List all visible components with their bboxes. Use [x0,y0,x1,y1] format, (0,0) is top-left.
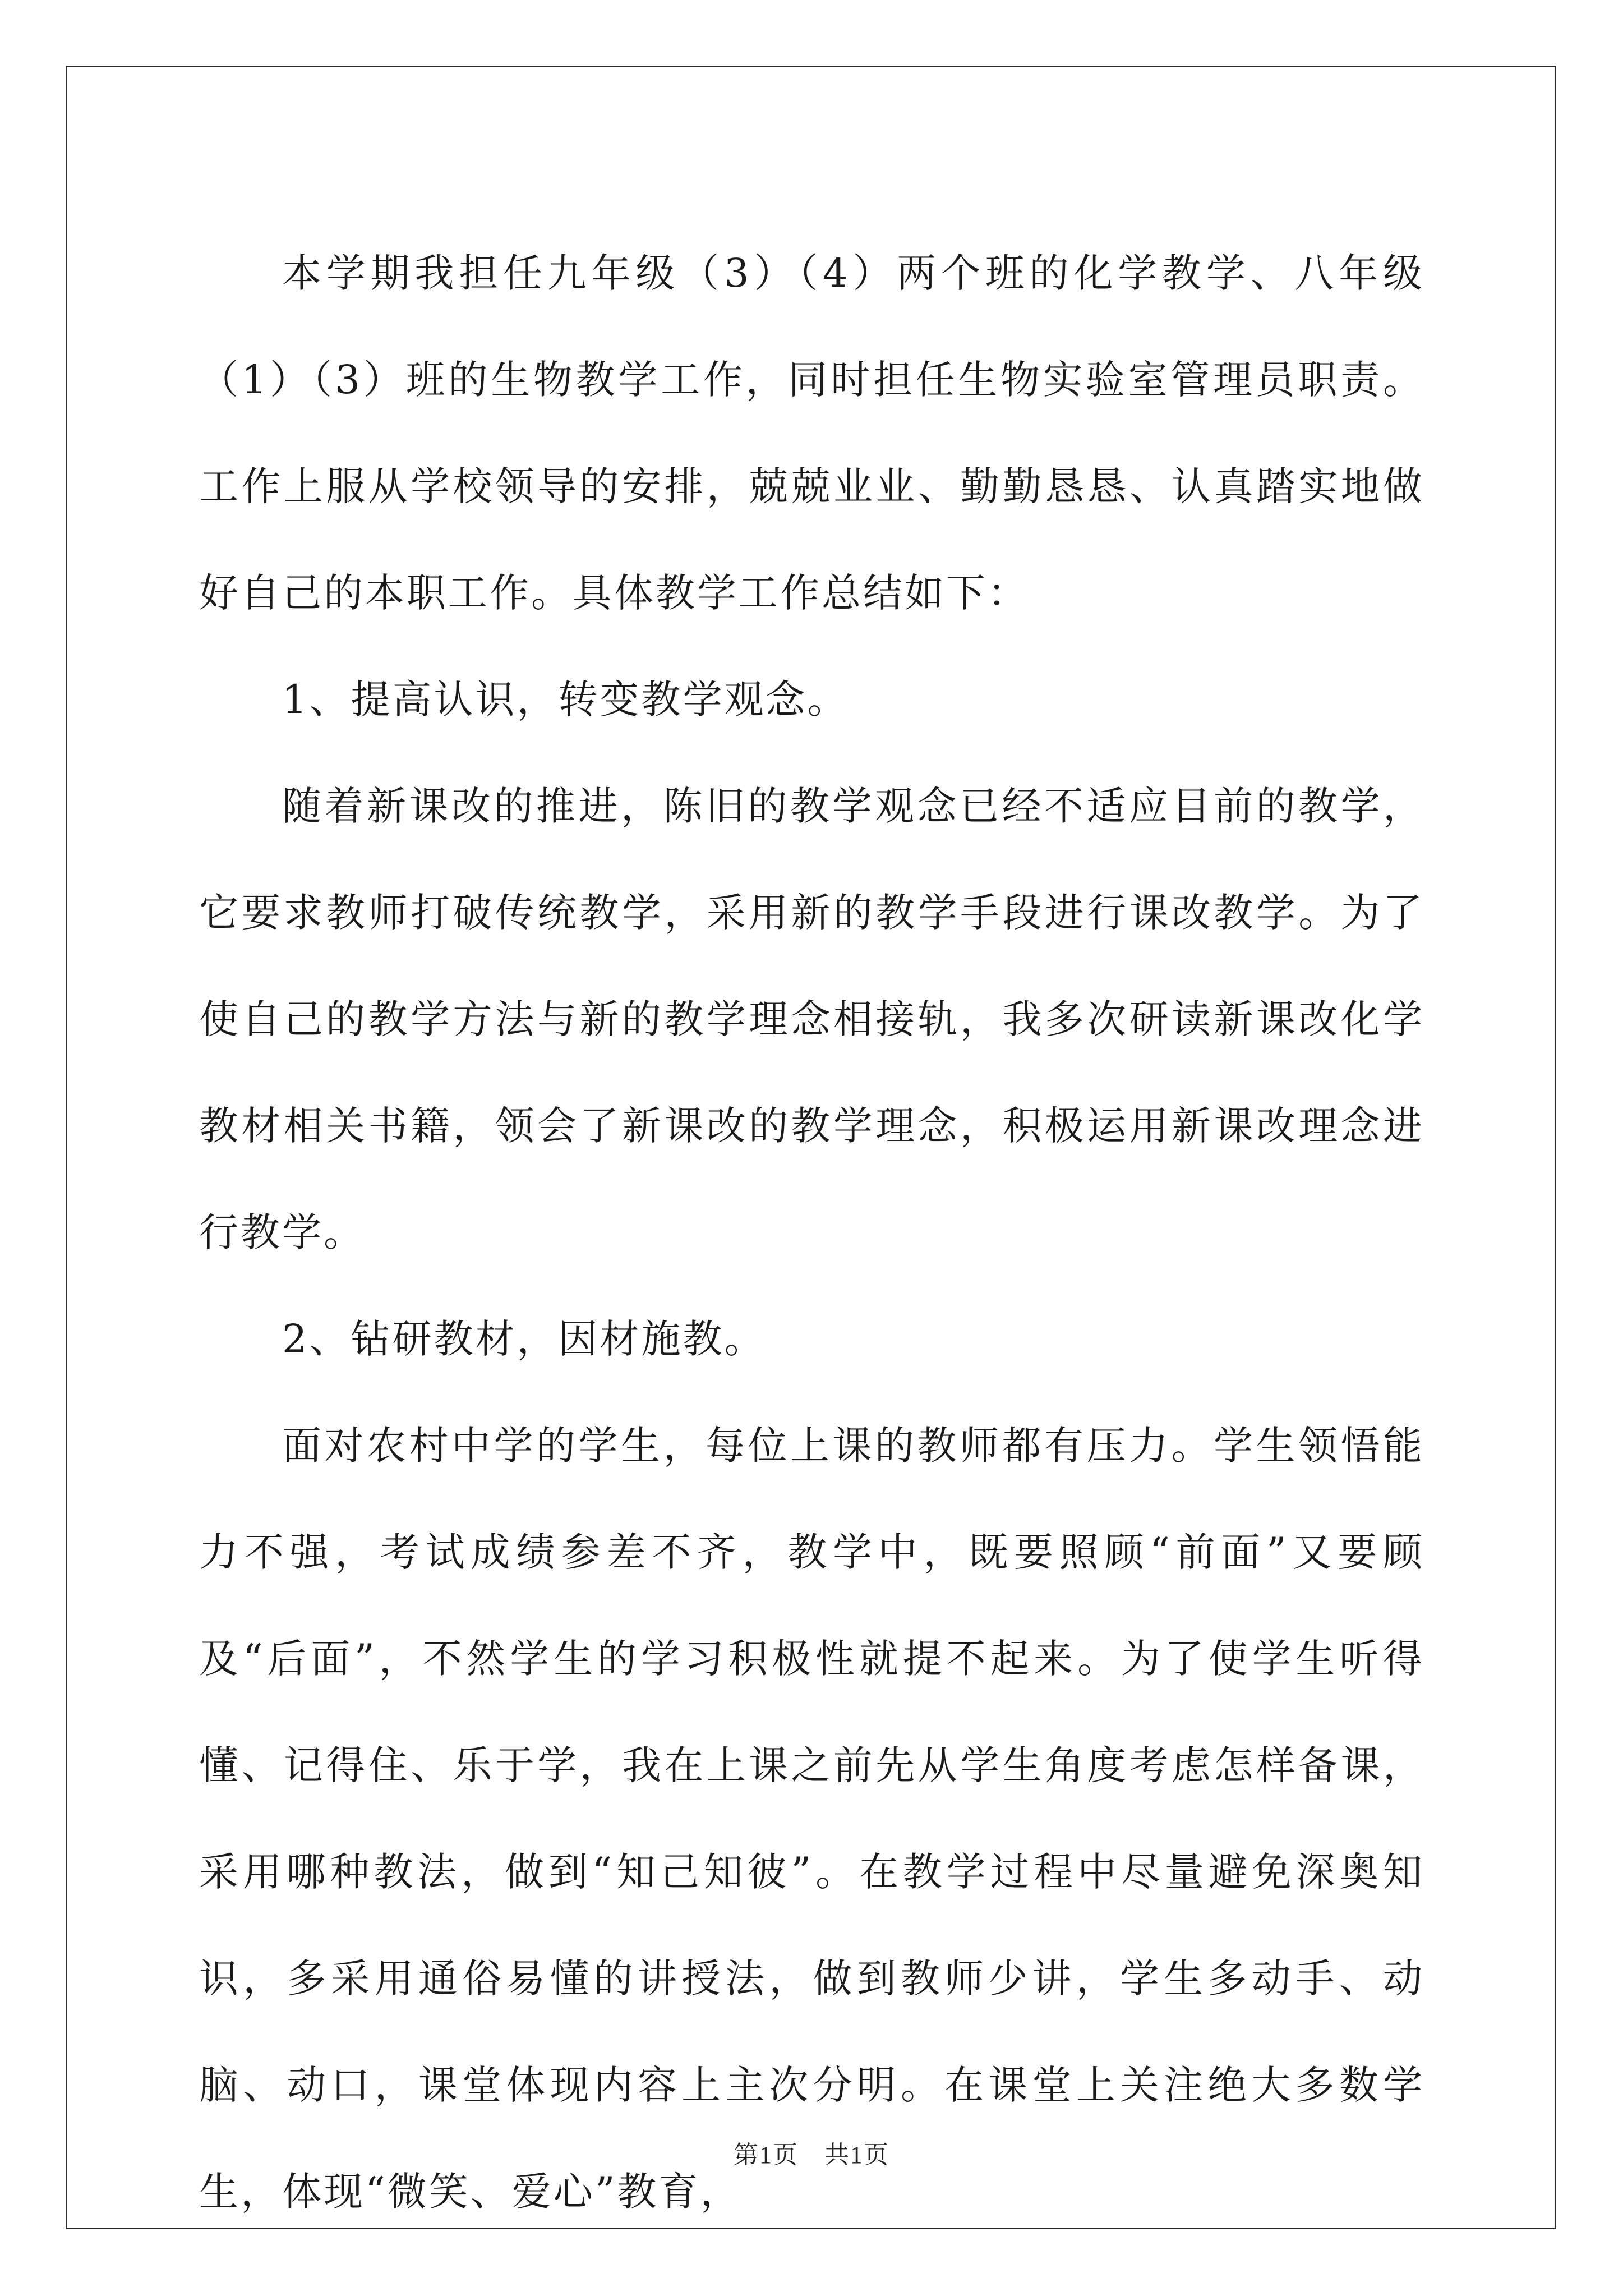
document-body [199,220,1424,2245]
paragraph-2: 面对农村中学的学生，每位上课的教师都有压力。学生领悟能力不强，考试成绩参差不齐，教学中，既要照顾“前面”又要顾及“后面”，不然学生的学习积极性就提不起来。为了使学生听得懂、记得住、乐于学，我在上课之前先从学生角度考虑怎样备课，采用哪种教法，做到“知己知彼”。在教学过程中尽量避免深奥知识，多采用通俗易懂的讲授法，做到教师少讲，学生多动手、动脑、动口，课堂体现内容上主次分明。在课堂上关注绝大多数学生，体现“微笑、爱心”教育， [199,1423,1424,2215]
heading-1: 1、提高认识，转变教学观念。 [282,677,849,723]
heading-2: 2、钻研教材，因材施教。 [282,1316,766,1362]
paragraph-intro: 本学期我担任九年级（3）（4）两个班的化学教学、八年级（1）（3）班的生物教学工作，同时担任生物实验室管理员职责。工作上服从学校领导的安排，兢兢业业、勤勤恳恳、认真踏实地做好自己的本职工作。具体教学工作总结如下： [199,250,1424,616]
paragraph-1: 随着新课改的推进，陈旧的教学观念已经不适应目前的教学，它要求教师打破传统教学，采用新的教学手段进行课改教学。为了使自己的教学方法与新的教学理念相接轨，我多次研读新课改化学教材相关书籍，领会了新课改的教学理念，积极运用新课改理念进行教学。 [199,783,1424,1255]
page-number-footer: 第1页 共1页 [734,2141,889,2169]
